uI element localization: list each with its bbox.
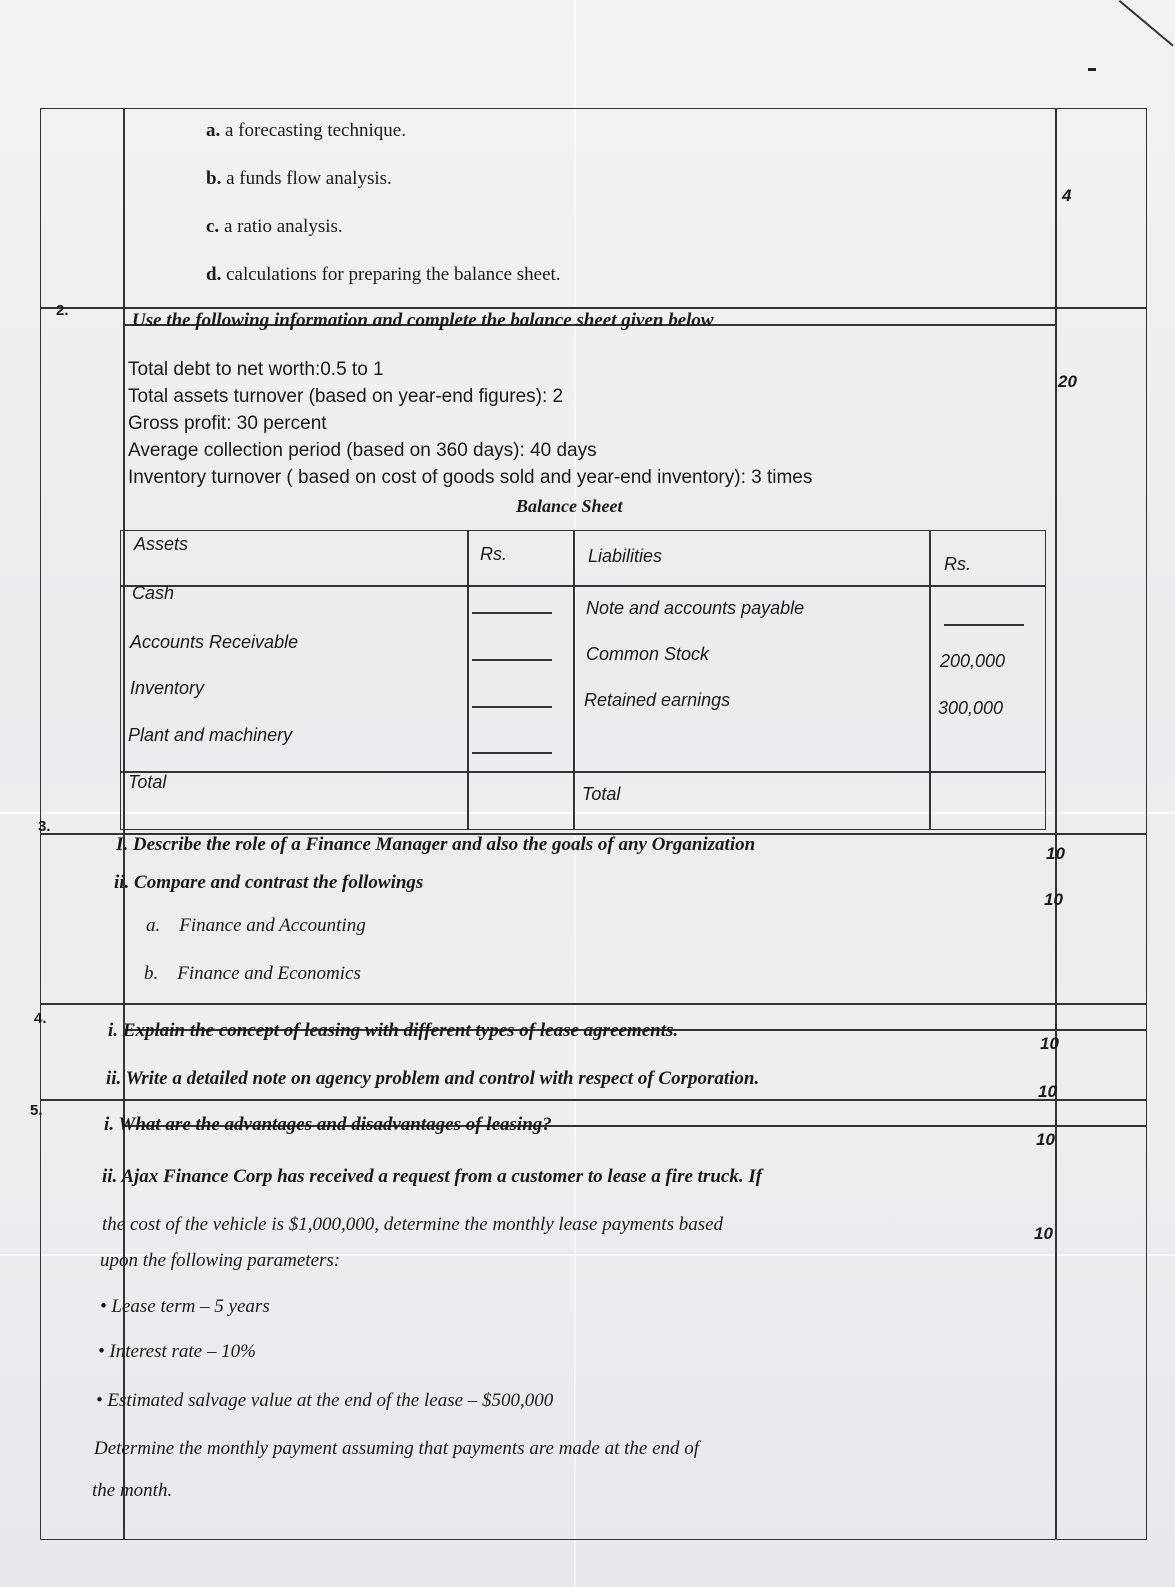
bs-header-rs-assets: Rs.	[480, 544, 507, 564]
q5-bullet-interest: • Interest rate – 10%	[98, 1341, 256, 1362]
bs-column-divider	[467, 531, 469, 829]
bs-row-divider	[121, 771, 1045, 773]
balance-sheet-title: Balance Sheet	[516, 496, 623, 516]
bs-liability-common-stock: Common Stock	[586, 644, 710, 664]
q1-option-b: b. a funds flow analysis.	[206, 168, 392, 189]
bs-header-liabilities: Liabilities	[588, 546, 663, 566]
bs-liability-payable: Note and accounts payable	[586, 598, 805, 618]
bs-header-rs-liabilities: Rs.	[944, 554, 971, 574]
answer-blank	[472, 752, 552, 754]
q1-marks: 4	[1062, 186, 1072, 205]
q4-part1-marks: 10	[1040, 1034, 1059, 1053]
q1-option-a: a. a forecasting technique.	[206, 120, 406, 141]
bs-value-retained: 300,000	[938, 698, 1004, 718]
answer-blank	[472, 612, 552, 614]
bs-assets-total: Total	[128, 772, 167, 792]
given-line: Total assets turnover (based on year-end figures): 2	[128, 386, 564, 407]
bs-asset-plant: Plant and machinery	[128, 725, 293, 745]
bs-value-common-stock: 200,000	[940, 651, 1006, 671]
bs-asset-inventory: Inventory	[130, 678, 205, 698]
q5-number: 5.	[30, 1102, 43, 1119]
q3-sub-b: b. Finance and Economics	[144, 963, 361, 984]
row-divider	[41, 1099, 1146, 1101]
q2-heading: Use the following information and complete the balance sheet given below	[132, 310, 714, 331]
q3-part2-marks: 10	[1044, 890, 1063, 909]
q5-line: the cost of the vehicle is $1,000,000, determine the monthly lease payments based	[102, 1214, 724, 1235]
answer-blank	[944, 624, 1024, 626]
bs-column-divider	[929, 531, 931, 829]
q3-part1-marks: 10	[1046, 844, 1065, 863]
q4-part2: ii. Write a detailed note on agency problem and control with respect of Corporation.	[106, 1068, 760, 1089]
bs-asset-cash: Cash	[132, 583, 175, 603]
q4-part2-marks: 10	[1038, 1082, 1057, 1101]
q3-part1: I. Describe the role of a Finance Manager and also the goals of any Organization	[116, 834, 756, 855]
row-divider	[41, 1003, 1146, 1005]
bs-asset-receivable: Accounts Receivable	[130, 632, 299, 652]
pen-mark	[1088, 68, 1096, 71]
paper-edge-line	[1119, 0, 1174, 47]
q5-bullet-lease-term: • Lease term – 5 years	[100, 1296, 270, 1317]
answer-blank	[472, 659, 552, 661]
q2-given-info	[128, 356, 812, 491]
given-line: Inventory turnover ( based on cost of goods sold and year-end inventory): 3 times	[128, 467, 813, 488]
q5-part1-marks: 10	[1036, 1130, 1055, 1149]
q3-sub-a: a. Finance and Accounting	[146, 915, 366, 936]
q5-part2: ii. Ajax Finance Corp has received a request from a customer to lease a fire truck. If	[102, 1166, 763, 1187]
q4-number: 4.	[34, 1010, 47, 1027]
answer-blank	[472, 706, 552, 708]
q2-number: 2.	[56, 302, 69, 319]
q1-option-d: d. calculations for preparing the balance sheet.	[206, 264, 561, 285]
q5-line: the month.	[92, 1480, 173, 1501]
q3-part2: ii. Compare and contrast the followings	[114, 872, 424, 893]
bs-liabilities-total: Total	[582, 784, 621, 804]
q5-line: Determine the monthly payment assuming that payments are made at the end of	[94, 1438, 700, 1459]
bs-liability-retained: Retained earnings	[584, 690, 731, 710]
bs-row-divider	[121, 585, 1045, 587]
q5-bullet-salvage: • Estimated salvage value at the end of the lease – $500,000	[96, 1390, 554, 1411]
bs-header-assets: Assets	[134, 534, 189, 554]
q4-part1: i. Explain the concept of leasing with different types of lease agreements.	[108, 1020, 679, 1041]
q5-part2-marks: 10	[1034, 1224, 1053, 1243]
given-line: Average collection period (based on 360 days): 40 days	[128, 440, 597, 461]
q3-number: 3.	[38, 818, 51, 835]
bs-column-divider	[573, 531, 575, 829]
q1-option-c: c. a ratio analysis.	[206, 216, 343, 237]
given-line: Gross profit: 30 percent	[128, 413, 327, 434]
q5-part1: i. What are the advantages and disadvantages of leasing?	[104, 1114, 552, 1135]
row-divider	[41, 307, 1146, 309]
q5-line: upon the following parameters:	[100, 1250, 341, 1271]
given-line: Total debt to net worth:0.5 to 1	[128, 359, 384, 380]
q2-marks: 20	[1058, 372, 1077, 391]
